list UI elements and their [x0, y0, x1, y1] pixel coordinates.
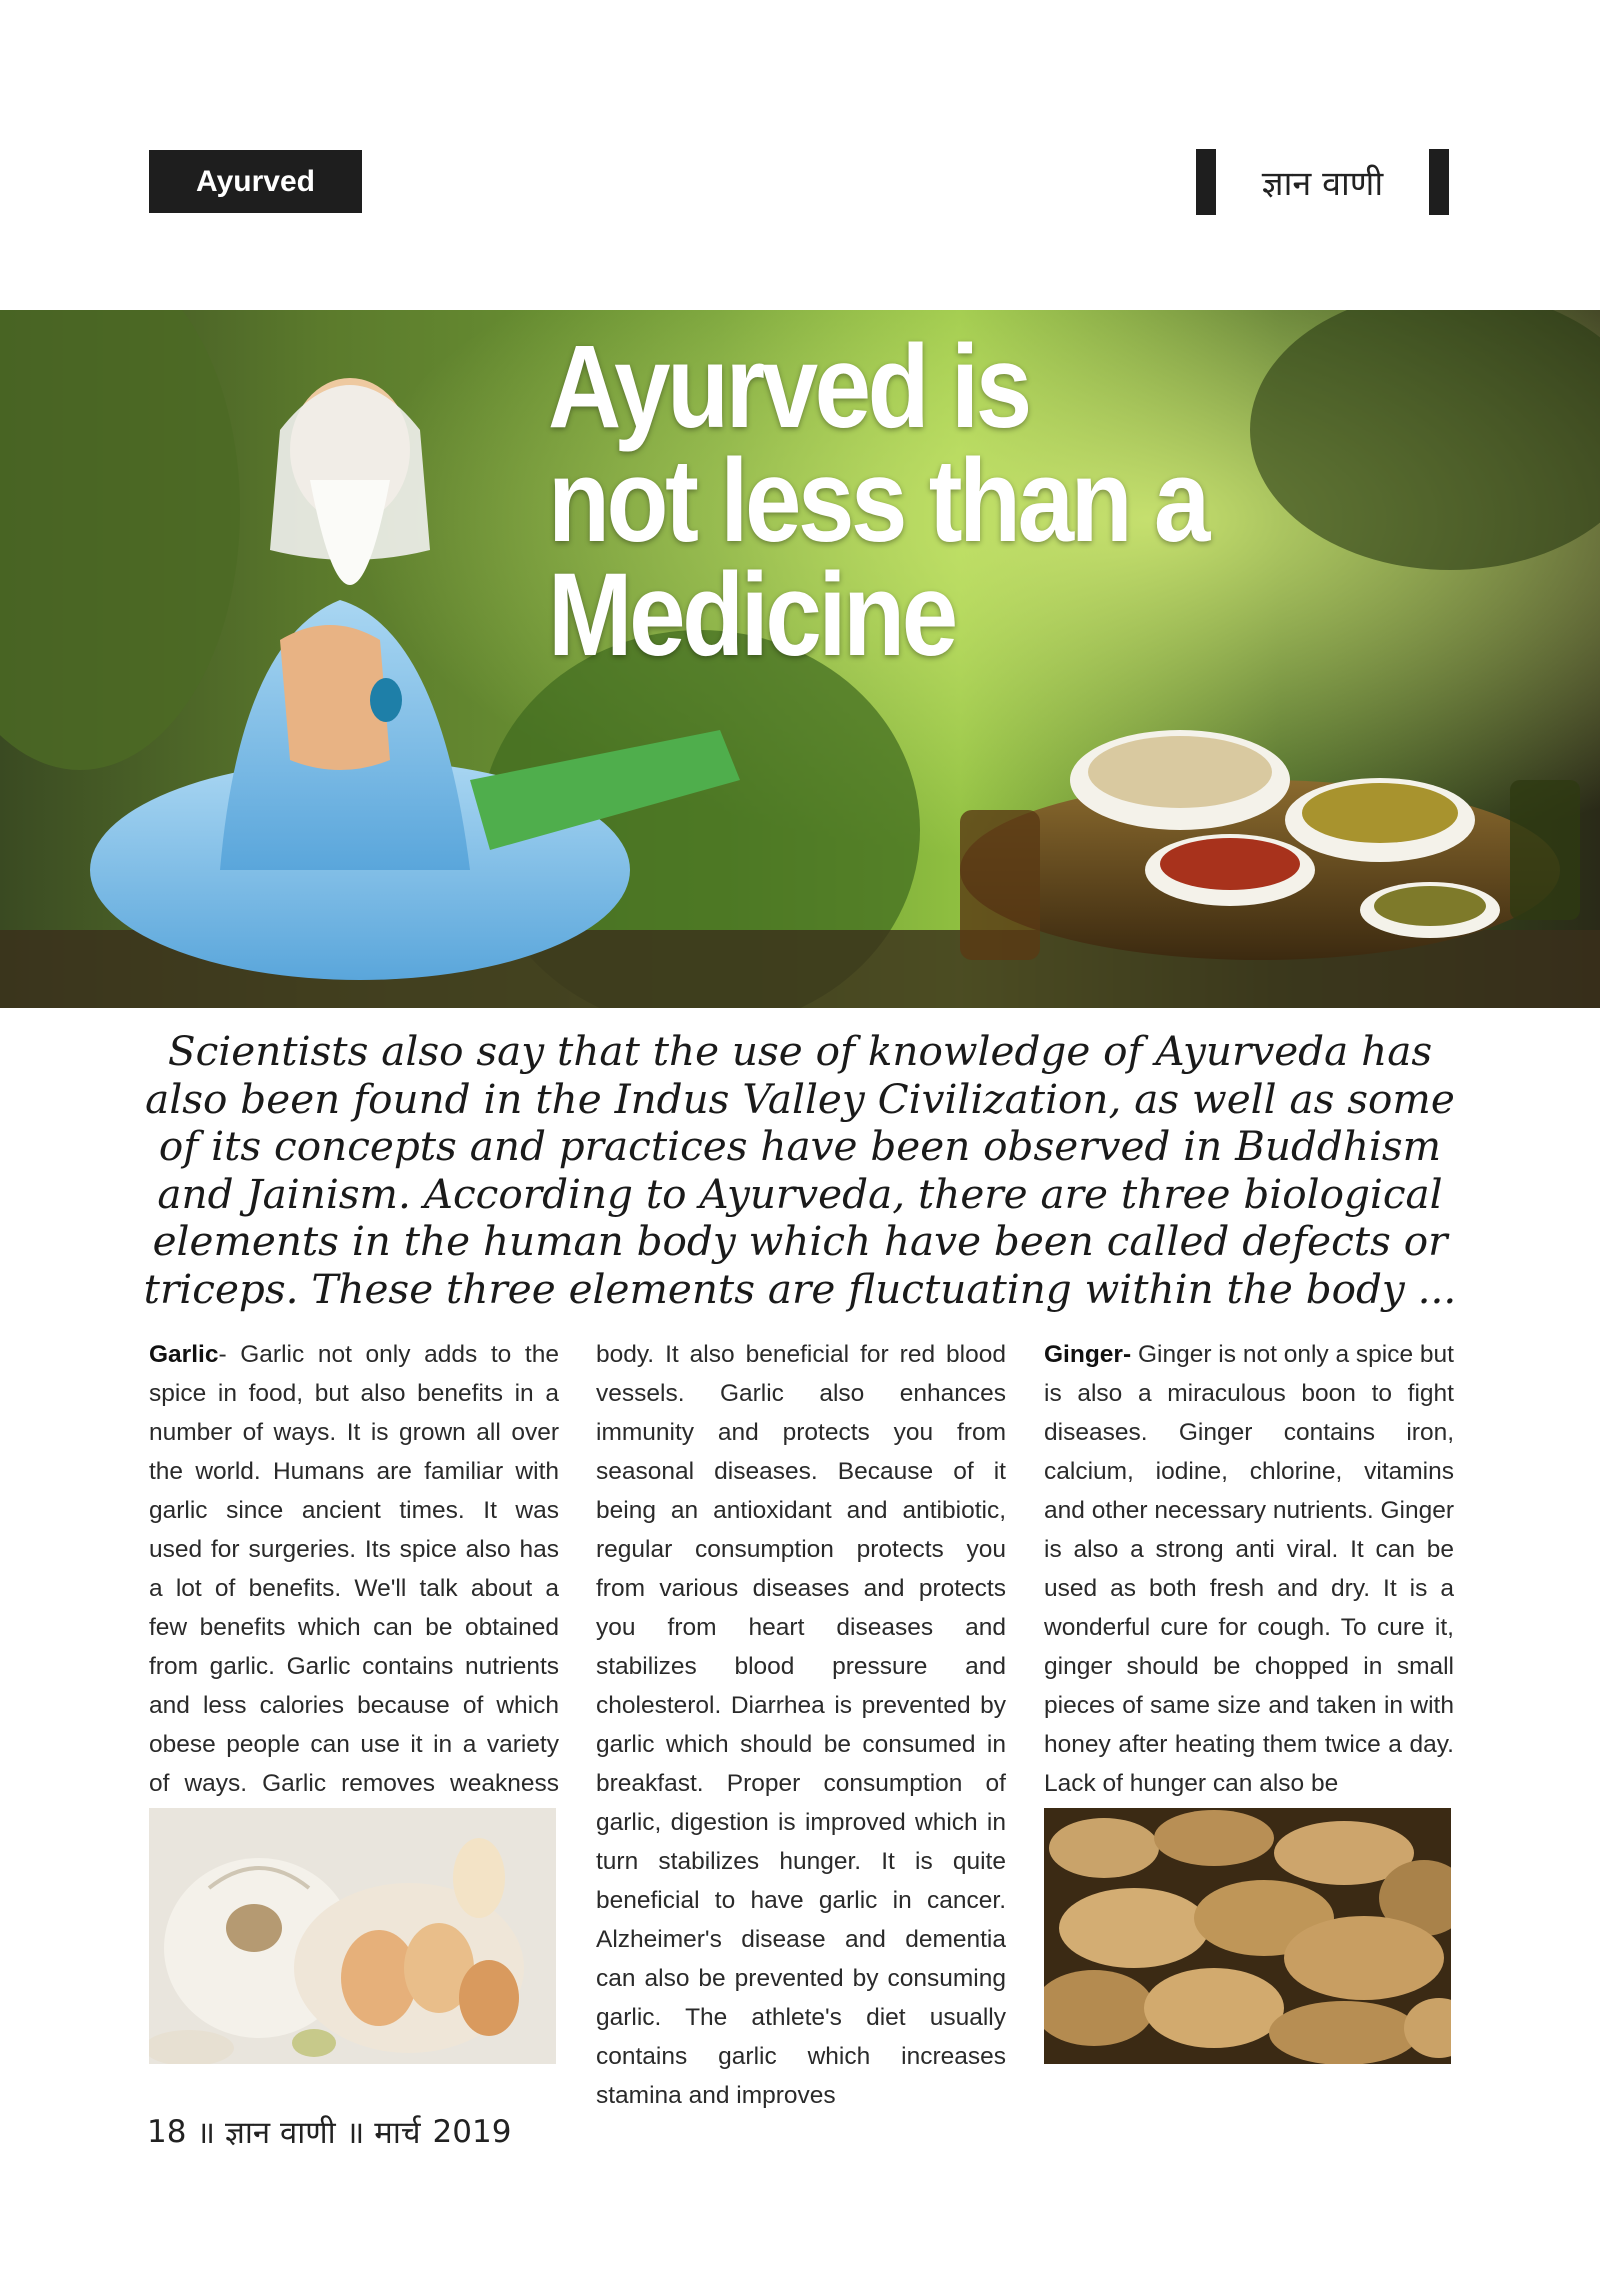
article-deck: Scientists also say that the use of knowledge of Ayurveda has also been found in the Indus Valley Civilization, as well as some of its concepts and practices have been observed in Buddhism and Jainism. According to Ayurveda, there are three biological elements in the human body which have been called defects or triceps. These three elements are fluctuating within the body ... — [143, 1027, 1457, 1313]
footer-year: 2019 — [432, 2114, 512, 2150]
column-1-text: - Garlic not only adds to the spice in food, but also benefits in a number of ways. It is grown all over the world. Humans are familiar with garlic since ancient times. It was used for surgeries. Its spice also has a lot of benefits. We'll talk about a few benefits which can be obtained from garlic. Garlic contains nutrients and less calories because of which obese people can use it in a variety of ways. Garlic removes weakness — [149, 1341, 559, 1797]
column-1 — [149, 1335, 559, 1842]
header-bar-right — [1429, 149, 1449, 215]
header-bar-left — [1196, 149, 1216, 215]
column-3 — [1044, 1335, 1454, 1803]
title-line: Ayurved is — [548, 321, 1029, 453]
garlic-illustration — [149, 1808, 556, 2064]
footer-separator: ॥ — [345, 2115, 365, 2151]
page-number: 18 — [147, 2114, 187, 2150]
ginger-lead: Ginger- — [1044, 1341, 1132, 1368]
section-tag-label: Ayurved — [196, 164, 315, 198]
magazine-name: ज्ञान वाणी — [1261, 164, 1384, 204]
ginger-illustration — [1044, 1808, 1451, 2064]
column-3-text: Ginger is not only a spice but is also a miraculous boon to fight diseases. Ginger contains iron, calcium, iodine, chlorine, vitamins and other necessary nutrients. Ginger is also a strong anti viral. It can be used as both fresh and dry. It is a wonderful cure for cough. To cure it, ginger should be chopped in small pieces of same size and taken in with honey after heating them twice a day. Lack of hunger can also be — [1044, 1341, 1454, 1797]
title-line: Medicine — [548, 549, 955, 681]
column-2 — [596, 1335, 1006, 2115]
footer-magazine-name: ज्ञान वाणी — [225, 2115, 336, 2151]
article-title — [548, 321, 1236, 681]
page-footer — [147, 2110, 511, 2154]
hero-banner — [0, 310, 1600, 1008]
column-2-text: body. It also beneficial for red blood vessels. Garlic also enhances immunity and protects you from seasonal diseases. Because of it being an antioxidant and antibiotic, regular consumption protects you from various diseases and protects you from heart diseases and stabilizes blood pressure and cholesterol. Diarrhea is prevented by garlic which should be consumed in breakfast. Proper consumption of garlic, digestion is improved which in turn stabilizes hunger. It is quite beneficial to have garlic in cancer. Alzheimer's disease and dementia can also be prevented by consuming garlic. The athlete's diet usually contains garlic which increases stamina and improves — [596, 1341, 1006, 2109]
garlic-photo — [149, 1808, 556, 2064]
ginger-photo — [1044, 1808, 1451, 2064]
footer-separator: ॥ — [196, 2115, 216, 2151]
section-tag — [149, 150, 362, 213]
title-line: not less than a — [548, 435, 1207, 567]
footer-month: मार्च — [374, 2115, 421, 2151]
garlic-lead: Garlic — [149, 1341, 219, 1368]
